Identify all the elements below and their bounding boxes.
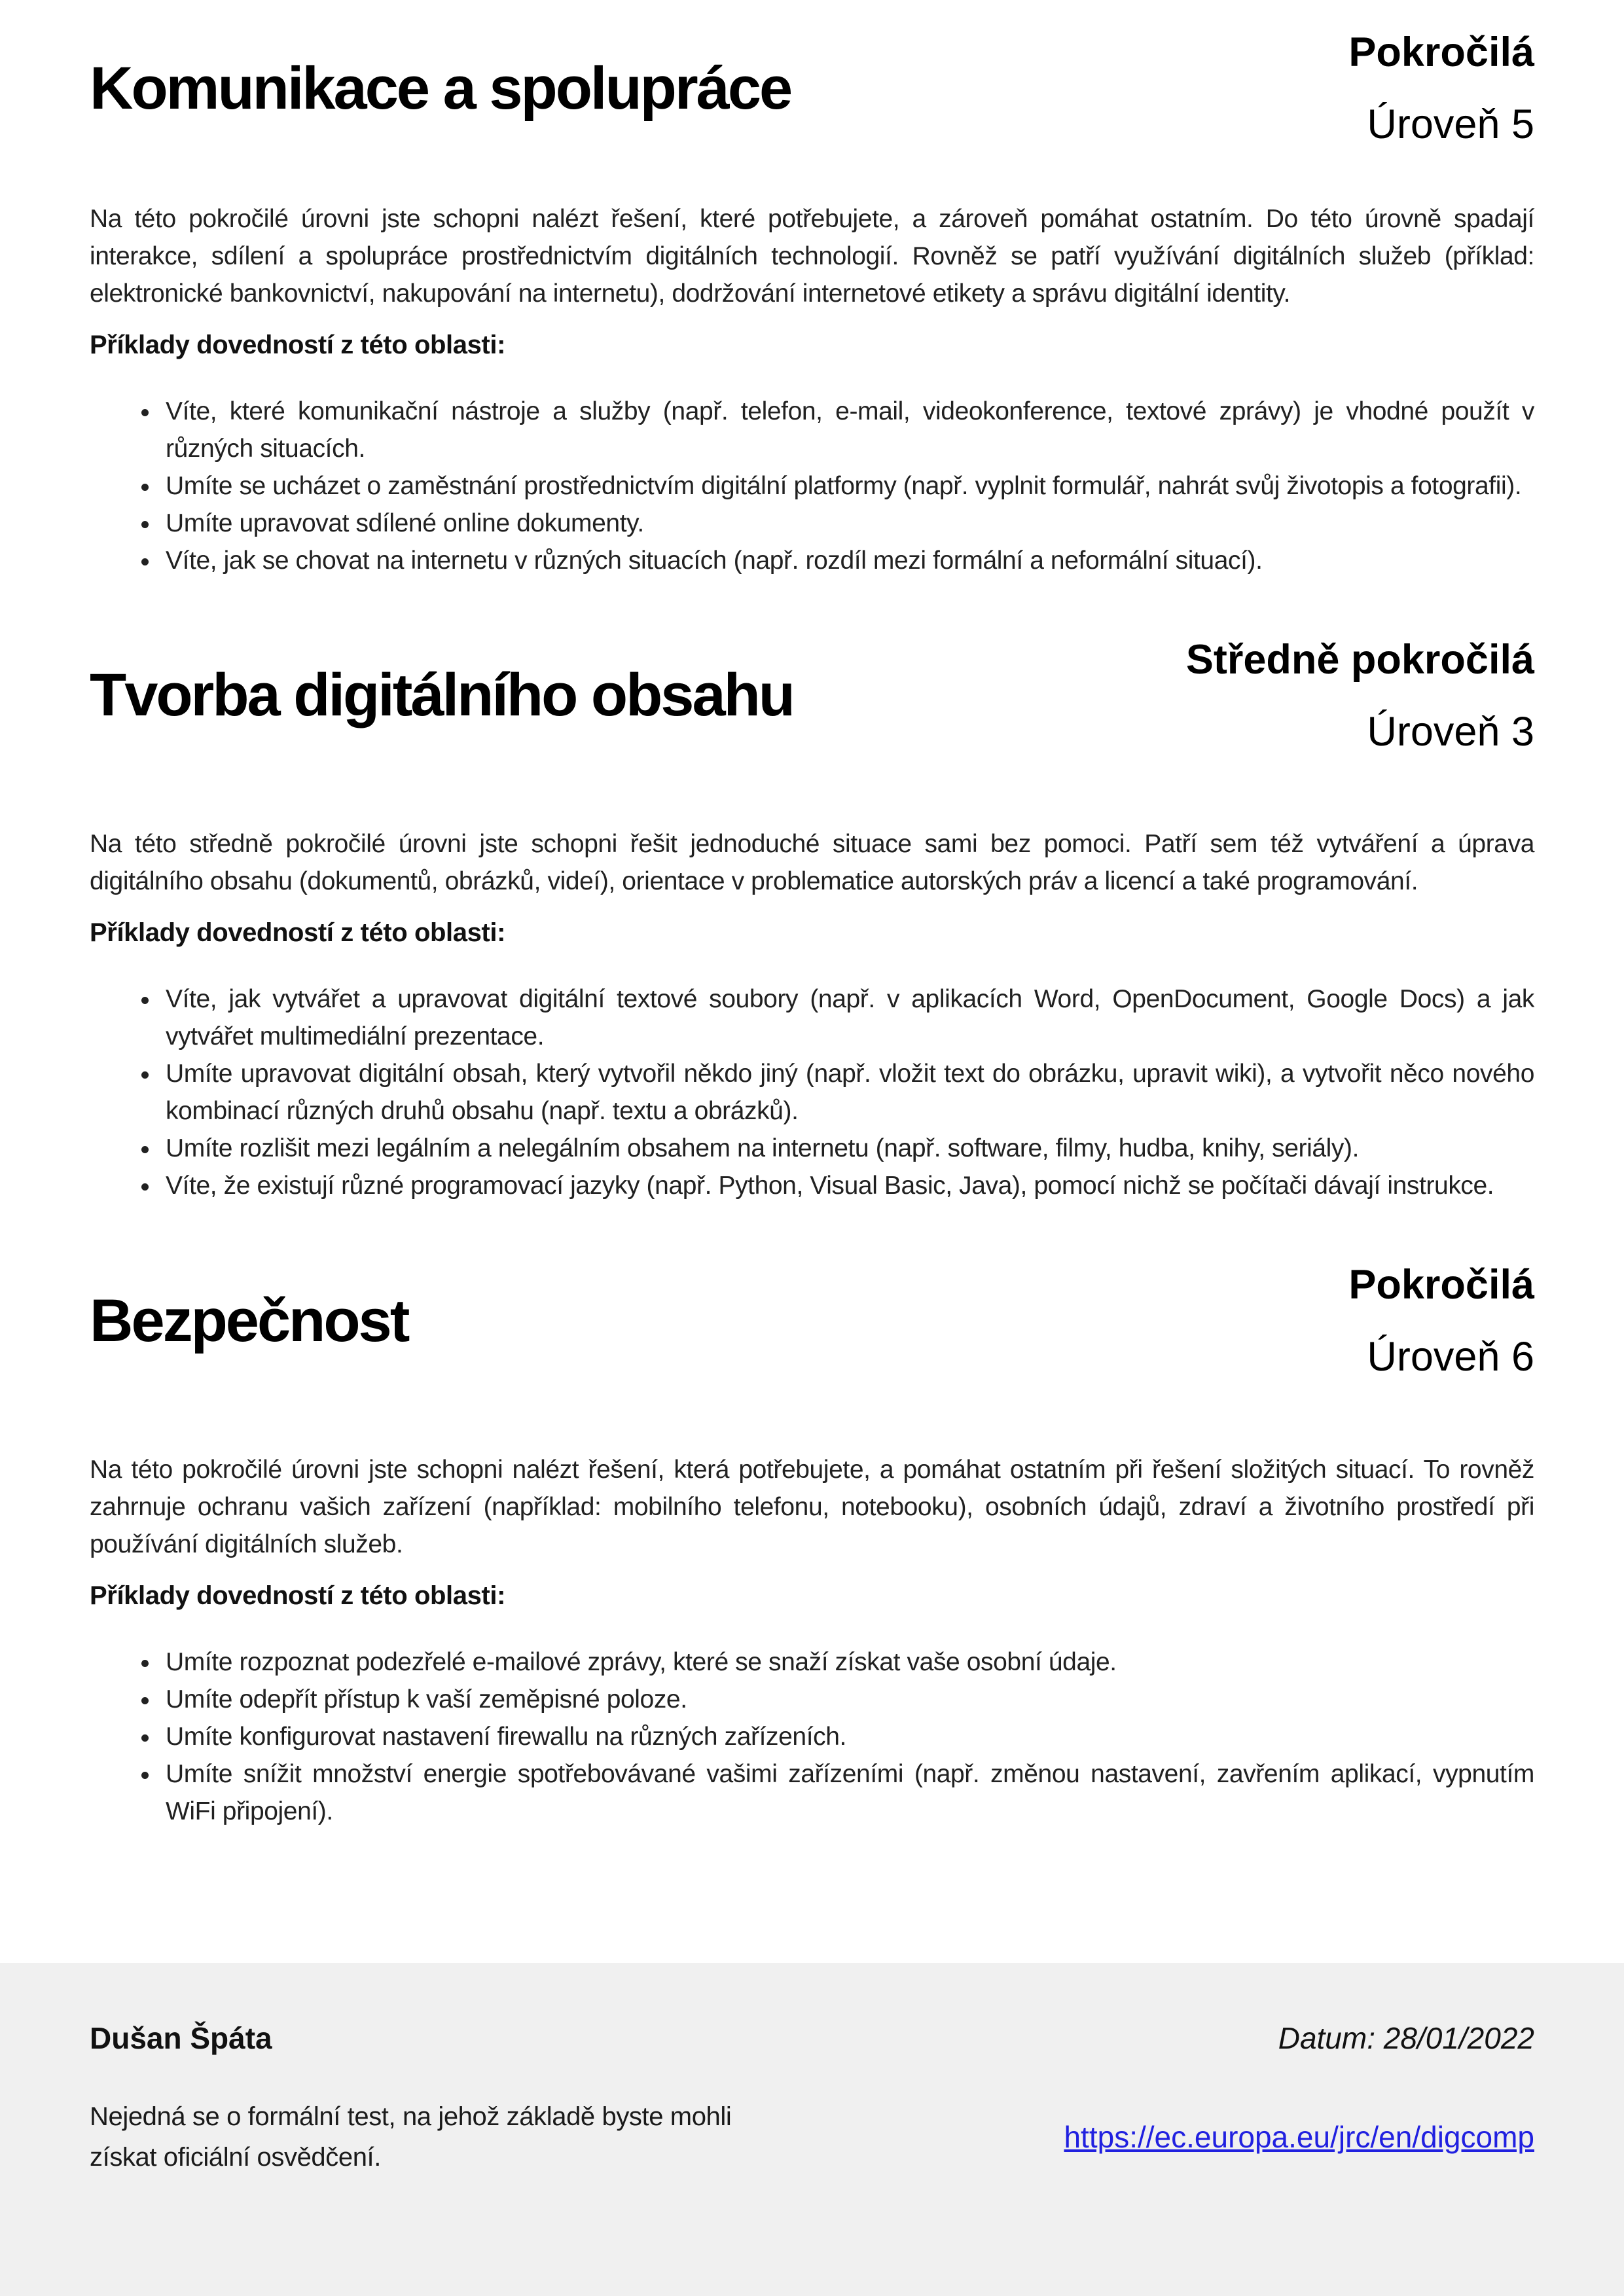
date-label: Datum: 28/01/2022 <box>1278 2021 1534 2055</box>
skill-item: • Víte, které komunikační nástroje a služby (např. telefon, e-mail, videokonference, textové zprávy) je vhodné použít v různých situacích. <box>160 393 1534 467</box>
skill-item: • Umíte odepřít přístup k vaší zeměpisné poloze. <box>160 1681 1534 1718</box>
skills-heading: Příklady dovedností z této oblasti: <box>90 918 505 947</box>
skill-item: • Víte, jak se chovat na internetu v různých situacích (např. rozdíl mezi formální a neformální situací). <box>160 542 1534 579</box>
skill-item: • Umíte konfigurovat nastavení firewallu na různých zařízeních. <box>160 1718 1534 1755</box>
level-block <box>1348 1249 1534 1393</box>
section-title: Komunikace a spolupráce <box>90 54 791 122</box>
level-category: Pokročilá <box>1348 1262 1534 1308</box>
skills-heading: Příklady dovedností z této oblasti: <box>90 330 505 359</box>
skill-item: • Umíte rozlišit mezi legálním a nelegálním obsahem na internetu (např. software, filmy, hudba, knihy, seriály). <box>160 1130 1534 1167</box>
skill-item: • Víte, že existují různé programovací jazyky (např. Python, Visual Basic, Java), pomocí nichž se počítači dávají instrukce. <box>160 1167 1534 1204</box>
section-header <box>90 16 1534 161</box>
skill-item: • Umíte se ucházet o zaměstnání prostřednictvím digitální platformy (např. vyplnit formulář, nahrát svůj životopis a fotografii). <box>160 467 1534 505</box>
footer-bottom-row <box>90 2096 1534 2178</box>
level-category: Středně pokročilá <box>1185 636 1534 683</box>
section-bezpecnost <box>90 1249 1534 1830</box>
level-block <box>1186 624 1534 768</box>
level-category: Pokročilá <box>1348 29 1534 75</box>
skill-item: • Víte, jak vytvářet a upravovat digitální textové soubory (např. v aplikacích Word, OpenDocument, Google Docs) a jak vytvářet multimediální prezentace. <box>160 980 1534 1055</box>
digcomp-link[interactable]: https://ec.europa.eu/jrc/en/digcomp <box>1064 2120 1534 2154</box>
section-komunikace-a-spoluprace <box>90 16 1534 579</box>
skills-list <box>90 393 1534 579</box>
skill-item: • Umíte rozpoznat podezřelé e-mailové zprávy, které se snaží získat vaše osobní údaje. <box>160 1643 1534 1681</box>
section-header <box>90 1249 1534 1393</box>
section-intro: Na této středně pokročilé úrovni jste schopni řešit jednoduché situace sami bez pomoci. Patří sem též vytváření a úprava digitálního obsahu (dokumentů, obrázků, videí), orientace v problematice autorských práv a licencí a také programování. <box>90 830 1534 895</box>
section-title: Bezpečnost <box>90 1287 408 1354</box>
level-block <box>1348 16 1534 161</box>
skill-item: • Umíte snížit množství energie spotřebovávané vašimi zařízeními (např. změnou nastavení, zavřením aplikací, vypnutím WiFi připojení). <box>160 1755 1534 1830</box>
user-name: Dušan Špáta <box>90 2021 272 2055</box>
level-number: Úroveň 6 <box>1367 1334 1534 1380</box>
skill-item: • Umíte upravovat sdílené online dokumenty. <box>160 505 1534 542</box>
disclaimer-text: Nejedná se o formální test, na jehož základě byste mohli získat oficiální osvědčení. <box>90 2102 732 2172</box>
level-number: Úroveň 5 <box>1367 101 1534 148</box>
section-title: Tvorba digitálního obsahu <box>90 662 793 729</box>
skills-list <box>90 1643 1534 1830</box>
footer-top-row <box>90 2020 1534 2056</box>
skill-item: • Umíte upravovat digitální obsah, který vytvořil někdo jiný (např. vložit text do obrázku, upravit wiki), a vytvořit něco nového kombinací různých druhů obsahu (např. textu a obrázků). <box>160 1055 1534 1130</box>
skills-list <box>90 980 1534 1204</box>
footer <box>0 1963 1624 2296</box>
section-intro: Na této pokročilé úrovni jste schopni nalézt řešení, které potřebujete, a zároveň pomáhat ostatním. Do této úrovně spadají interakce, sdílení a spolupráce prostřednictvím digitálních technologií. Rovněž se patří využívání digitálních služeb (příklad: elektronické bankovnictví, nakupování na internetu), dodržování internetové etikety a správu digitální identity. <box>90 204 1534 308</box>
section-intro: Na této pokročilé úrovni jste schopni nalézt řešení, která potřebujete, a pomáhat ostatním při řešení složitých situací. To rovněž zahrnuje ochranu vašich zařízení (například: mobilního telefonu, notebooku), osobních údajů, zdraví a životního prostředí při používání digitálních služeb. <box>90 1455 1534 1558</box>
skills-heading: Příklady dovedností z této oblasti: <box>90 1581 505 1610</box>
section-header <box>90 624 1534 768</box>
level-number: Úroveň 3 <box>1367 708 1534 755</box>
section-tvorba-digitalniho-obsahu <box>90 624 1534 1205</box>
